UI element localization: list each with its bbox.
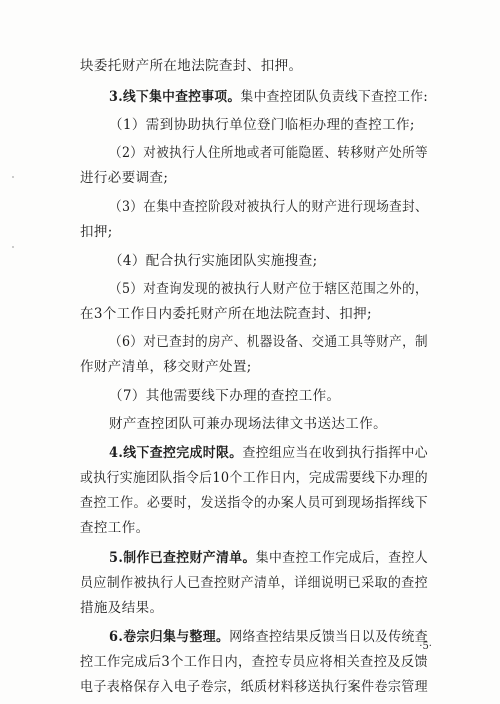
text-segment: （3）在集中查控阶段对被执行人的财产进行现场查封、 (109, 199, 428, 215)
text-segment: 集中查控工作完成后，查控人 (255, 550, 429, 566)
text-segment: 查控工作。 (80, 520, 150, 536)
text-line (109, 252, 318, 270)
text-segment: （7）其他需要线下办理的查控工作。 (109, 388, 341, 404)
text-segment: 扣押; (80, 224, 113, 240)
scan-speck (12, 246, 14, 248)
text-segment: 块委托财产所在地法院查封、扣押。 (80, 58, 303, 74)
text-line (80, 169, 168, 187)
text-line (80, 469, 428, 487)
line-content (109, 117, 415, 133)
scan-speck (12, 176, 14, 178)
text-line (109, 444, 428, 462)
text-segment: （5）对查询发现的被执行人财产位于辖区范围之外的， (109, 281, 428, 297)
line-content (80, 224, 113, 240)
line-content (80, 58, 302, 74)
text-line (109, 549, 428, 567)
text-line (109, 88, 428, 106)
line-content (109, 628, 428, 646)
text-segment: 网络查控结果反馈当日以及传统查 (229, 629, 429, 645)
line-content (80, 653, 428, 671)
text-line (109, 198, 428, 216)
text-line (80, 494, 428, 512)
line-content (80, 574, 428, 592)
text-line (109, 280, 428, 298)
line-content (80, 469, 428, 487)
text-segment: 作财产清单，移交财产处置; (80, 359, 252, 375)
text-line (80, 599, 163, 617)
line-content (80, 678, 428, 696)
text-line (109, 387, 340, 405)
text-segment: 员应制作被执行人已查控财产清单，详细说明已采取的查控 (80, 575, 428, 591)
section-heading: 5.制作已查控财产清单。 (109, 550, 256, 566)
line-content (80, 600, 163, 616)
text-line (80, 519, 150, 537)
text-segment: 措施及结果。 (80, 600, 164, 616)
text-line (109, 628, 428, 646)
page-number: ·5· (419, 641, 432, 652)
text-segment: （6）对已查封的房产、机器设备、交通工具等财产，制 (109, 334, 428, 350)
line-content (109, 144, 428, 162)
text-segment: 集中查控团队负责线下查控工作: (240, 89, 428, 105)
text-line (109, 333, 428, 351)
text-segment: 电子表格保存入电子卷宗，纸质材料移送执行案件卷宗管理 (80, 679, 428, 695)
text-segment: （1）需到协助执行单位登门临柜办理的查控工作; (109, 117, 415, 133)
text-line (80, 678, 428, 696)
line-content (80, 494, 428, 512)
line-content (109, 416, 387, 432)
section-heading: 4.线下查控完成时限。 (109, 445, 243, 461)
line-content (109, 88, 428, 106)
text-segment: 或执行实施团队指令后10个工作日内，完成需要线下办理的 (80, 470, 429, 486)
line-content (109, 333, 428, 351)
line-content (109, 280, 428, 298)
text-line (109, 116, 415, 134)
text-segment: 在3个工作日内委托财产所在地法院查封、扣押; (80, 306, 372, 322)
section-heading: 6.卷宗归集与整理。 (109, 629, 230, 645)
line-content (109, 388, 340, 404)
text-line (80, 305, 372, 323)
text-segment: 查控组应当在收到执行指挥中心 (242, 445, 429, 461)
text-line (80, 653, 428, 671)
line-content (80, 520, 150, 536)
text-segment: （2）对被执行人住所地或者可能隐匿、转移财产处所等 (109, 145, 428, 161)
text-segment: 查控工作。必要时，发送指令的办案人员可到现场指挥线下 (80, 495, 428, 511)
text-segment: （4）配合执行实施团队实施搜查; (109, 253, 318, 269)
line-content (109, 444, 428, 462)
text-line (80, 57, 302, 75)
text-line (80, 358, 252, 376)
text-line (109, 415, 387, 433)
text-line (109, 144, 428, 162)
line-content (109, 198, 428, 216)
line-content (80, 306, 372, 322)
line-content (80, 359, 252, 375)
text-line (80, 223, 113, 241)
section-heading: 3.线下集中查控事项。 (109, 89, 241, 105)
text-line (80, 574, 428, 592)
text-segment: 财产查控团队可兼办现场法律文书送达工作。 (109, 416, 387, 432)
line-content (80, 170, 168, 186)
text-segment: 进行必要调查; (80, 170, 169, 186)
text-segment: 控工作完成后3个工作日内，查控专员应将相关查控及反馈 (80, 654, 429, 670)
line-content (109, 253, 318, 269)
line-content (109, 549, 428, 567)
